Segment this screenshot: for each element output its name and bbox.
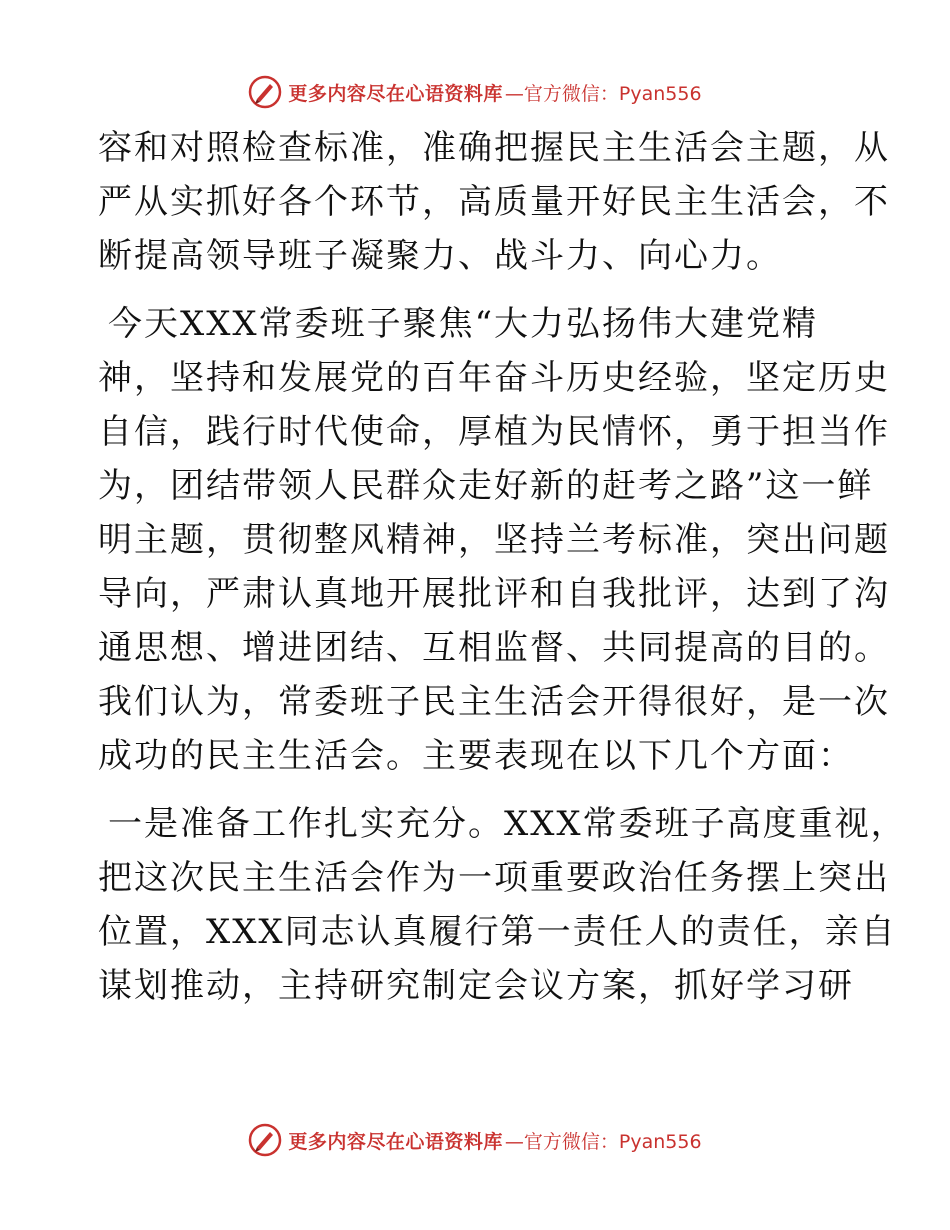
paragraph	[98, 797, 907, 1013]
text-line: 为，团结带领人民群众走好新的赶考之路”这一鲜	[98, 466, 874, 506]
text-line: 把这次民主生活会作为一项重要政治任务摆上突出	[98, 858, 890, 898]
text-line: 一是准备工作扎实充分。XXX常委班子高度重视，	[108, 804, 907, 844]
watermark-contact: —官方微信：Pyan556	[504, 1130, 702, 1153]
watermark-banner-bottom	[0, 1120, 950, 1160]
text-line: 神，坚持和发展党的百年奋斗历史经验，坚定历史	[98, 358, 890, 398]
text-line: 明主题，贯彻整风精神，坚持兰考标准，突出问题	[98, 520, 890, 560]
watermark-banner-top	[0, 72, 950, 112]
text-line: 通思想、增进团结、互相监督、共同提高的目的。	[98, 628, 890, 668]
text-line: 导向，严肃认真地开展批评和自我批评，达到了沟	[98, 574, 890, 614]
text-line: 成功的民主生活会。主要表现在以下几个方面：	[98, 736, 854, 776]
text-line: 断提高领导班子凝聚力、战斗力、向心力。	[98, 236, 782, 276]
watermark-logo-icon	[248, 75, 282, 109]
text-line: 位置，XXX同志认真履行第一责任人的责任，亲自	[98, 912, 897, 952]
watermark-text: 更多内容尽在心语资料库	[288, 1130, 503, 1153]
text-line: 严从实抓好各个环节，高质量开好民主生活会，不	[98, 182, 890, 222]
text-line: 谋划推动，主持研究制定会议方案，抓好学习研	[98, 966, 854, 1006]
text-line: 我们认为，常委班子民主生活会开得很好，是一次	[98, 682, 890, 722]
text-line: 今天XXX常委班子聚焦“大力弘扬伟大建党精	[108, 304, 818, 344]
document-body	[98, 121, 907, 1013]
paragraph	[98, 121, 890, 283]
paragraph	[98, 297, 890, 783]
watermark-text: 更多内容尽在心语资料库	[288, 82, 503, 105]
text-line: 自信，践行时代使命，厚植为民情怀，勇于担当作	[98, 412, 890, 452]
text-line: 容和对照检查标准，准确把握民主生活会主题，从	[98, 128, 890, 168]
watermark-contact: —官方微信：Pyan556	[504, 82, 702, 105]
watermark-logo-icon	[248, 1123, 282, 1157]
